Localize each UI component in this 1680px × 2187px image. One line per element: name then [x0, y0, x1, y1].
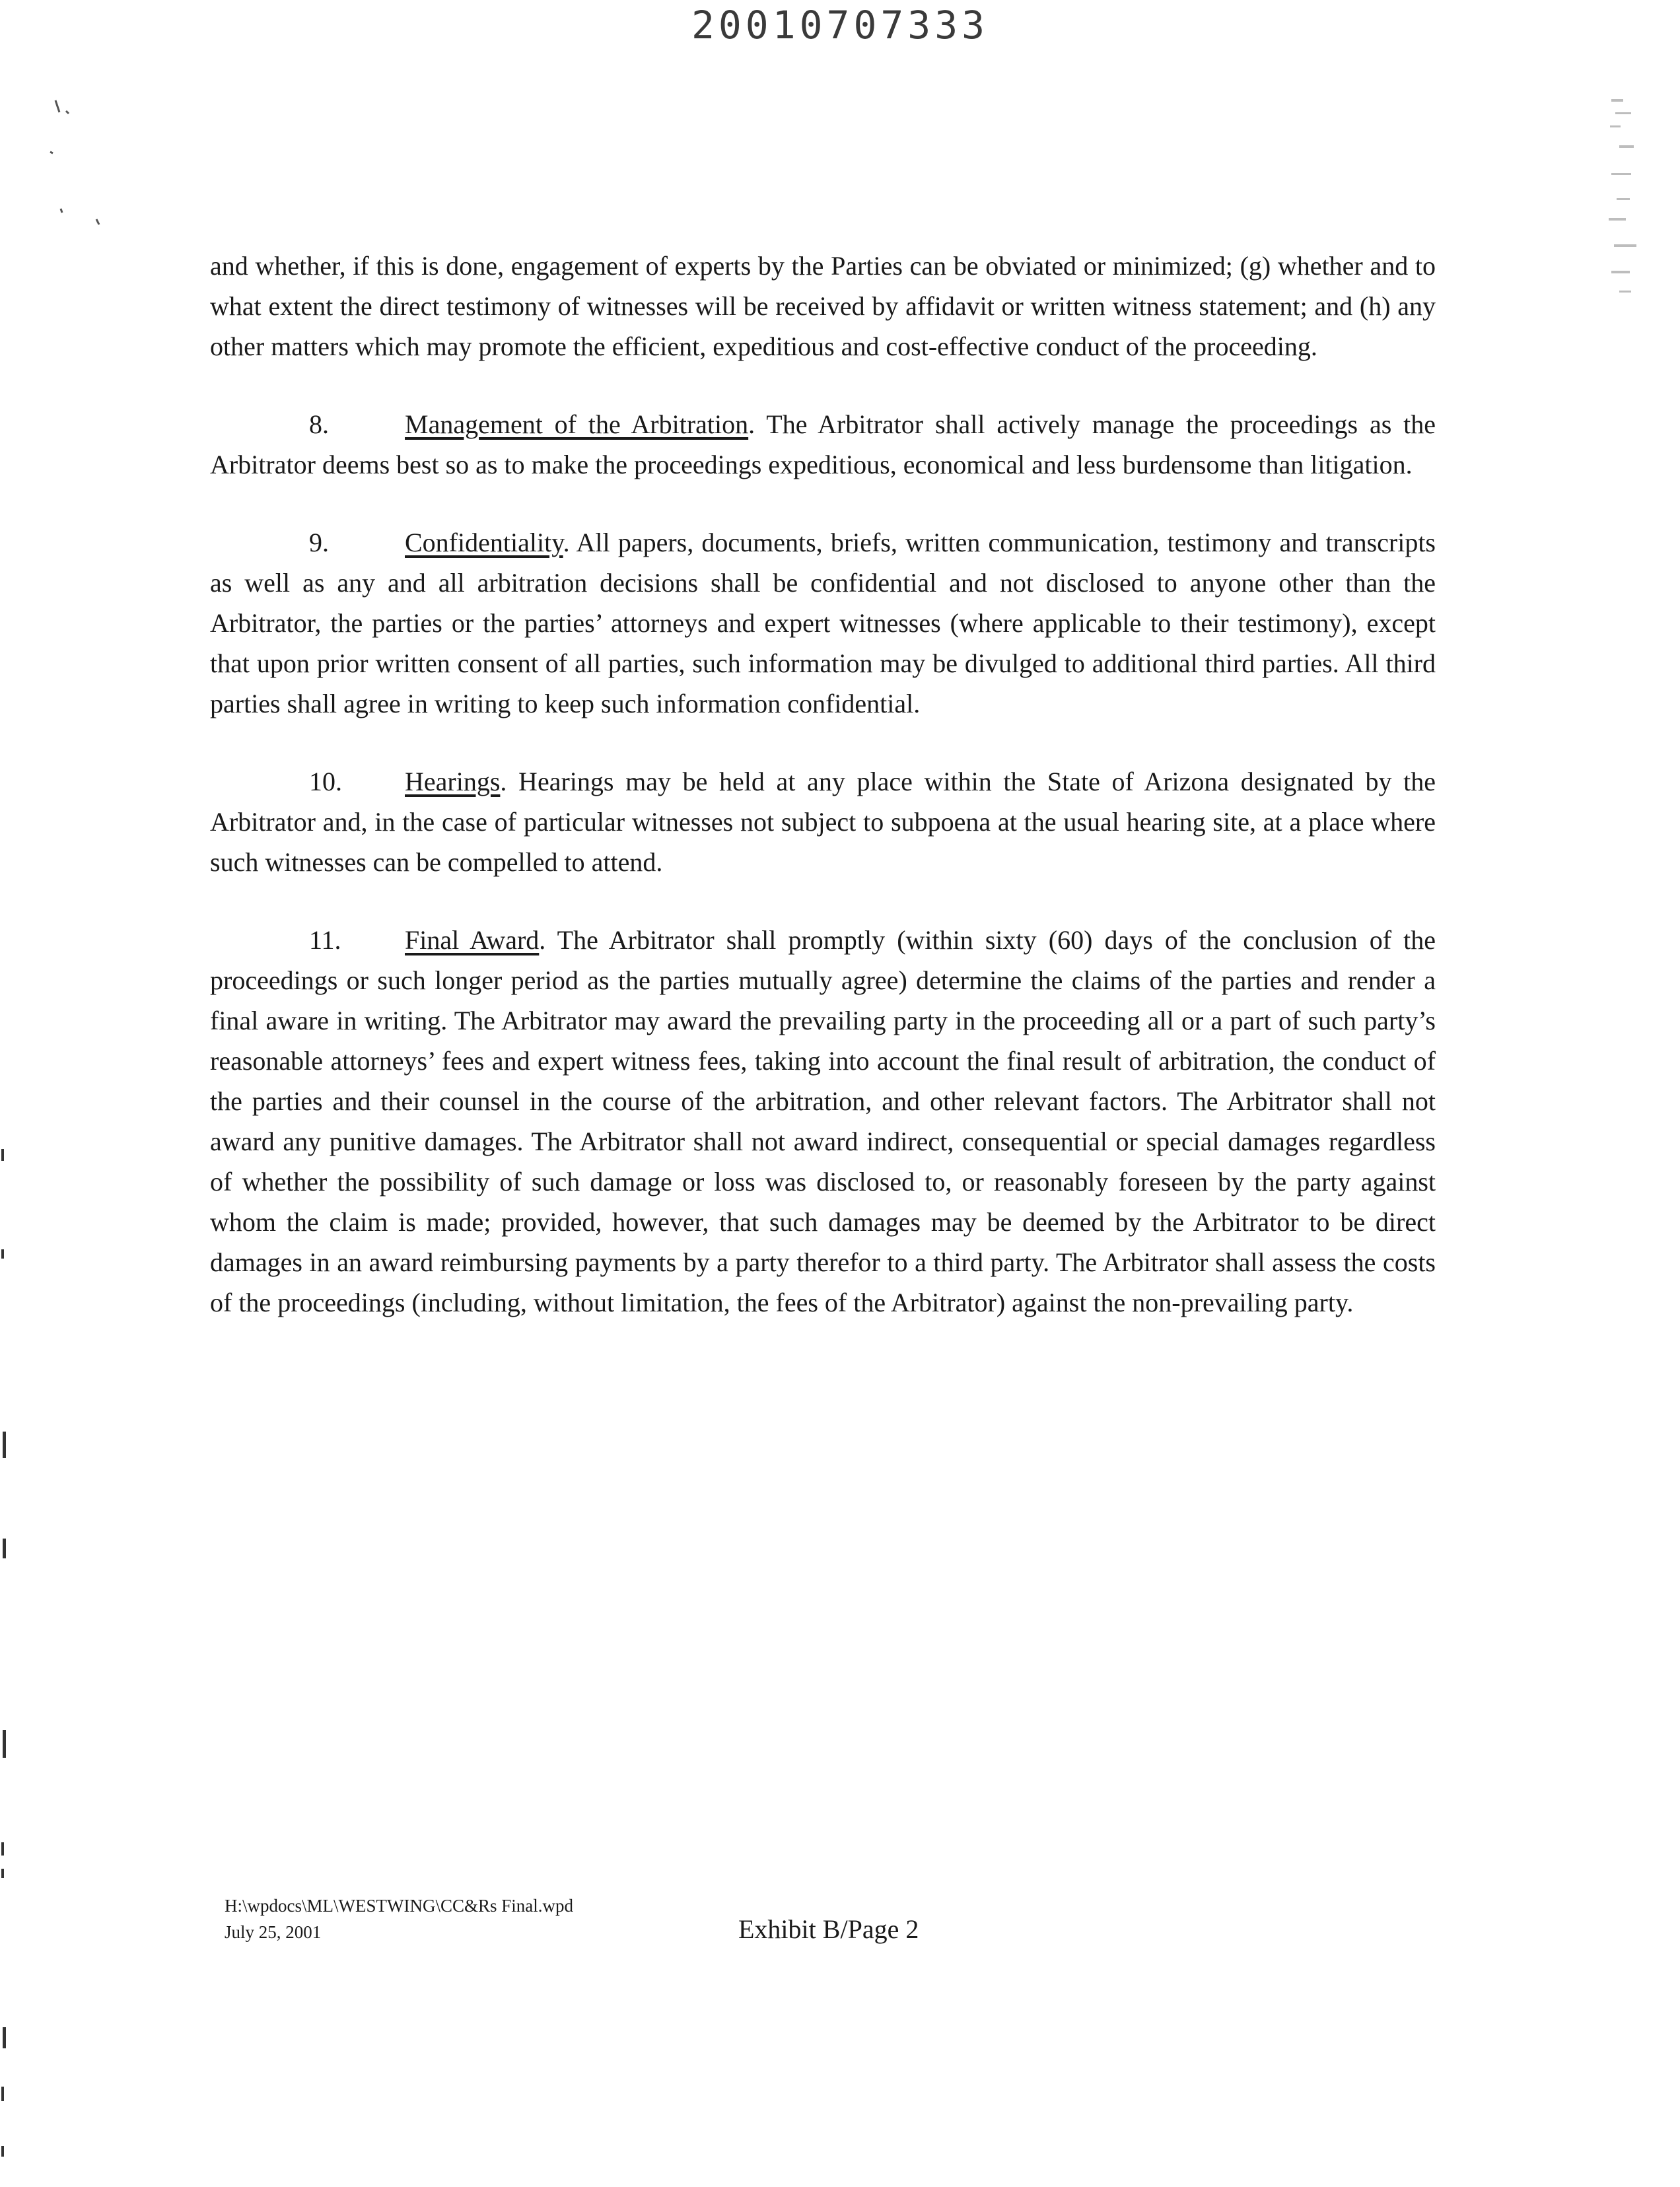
recording-number: 20010707333 — [691, 3, 989, 48]
section-11 — [210, 920, 1436, 1323]
footer-date: July 25, 2001 — [225, 1922, 322, 1942]
section-10 — [210, 761, 1436, 882]
scan-noise-top-right — [1609, 99, 1636, 293]
section-text: . The Arbitrator shall promptly (within sixty (60) days of the conclusion of the proceedings or such longer period as the parties mutually agree) determine the claims of the parties and render a final aware in writing. The Arbitrator may award the prevailing party in the proceeding all or a part of such party’s reasonable attorneys’ fees and expert witness fees, taking into account the final result of arbitration, the conduct of the parties and their counsel in the course of the arbitration, and other relevant factors. The Arbitrator shall not award any punitive damages. The Arbitrator shall not award indirect, consequential or special damages regardless of whether the possibility of such damage or loss was disclosed to, or reasonably foreseen by the party against whom the claim is made; provided, however, that such damages may be deemed by the Arbitrator to be direct damages in an award reimbursing payments by a party therefor to a third party. The Arbitrator shall assess the costs of the proceedings (including, without limitation, the fees of the Arbitrator) against the non-prevailing party. — [210, 925, 1436, 1317]
section-heading: Management of the Arbitration — [405, 409, 749, 439]
section-heading: Hearings — [405, 767, 501, 796]
document-body — [210, 246, 1436, 1360]
section-text: . The Arbitrator shall actively manage the proceedings as the Arbitrator deems best so as to make the proceedings expeditious, economical and less burdensome than litigation. — [210, 409, 1436, 479]
section-9 — [210, 522, 1436, 724]
scan-marks-left-edge — [1, 1149, 6, 2157]
section-heading: Final Award — [405, 925, 540, 955]
footer-file-path: H:\wpdocs\ML\WESTWING\CC&Rs Final.wpd — [225, 1896, 573, 1916]
continuation-paragraph: and whether, if this is done, engagement of experts by the Parties can be obviated or minimized; (g) whether and to what extent the direct testimony of witnesses will be received by affidavit or written witness statement; and (h) any other matters which may promote the efficient, expeditious and cost-effective conduct of the proceeding. — [210, 251, 1436, 361]
footer-page-label: Exhibit B/Page 2 — [738, 1914, 919, 1944]
section-number: 8. — [309, 409, 329, 439]
section-text: . Hearings may be held at any place within the State of Arizona designated by the Arbitrator and, in the case of particular witnesses not subject to subpoena at the usual hearing site, at a place where such witnesses can be compelled to attend. — [210, 767, 1436, 877]
section-number: 10. — [309, 767, 342, 796]
scan-specks-top-left — [50, 100, 99, 225]
section-text: . All papers, documents, briefs, written communication, testimony and transcripts as well as any and all arbitration decisions shall be confidential and not disclosed to anyone other than the Arbitrator, the parties or the parties’ attorneys and expert witnesses (where applicable to their testimony), except that upon prior written consent of all parties, such information may be divulged to additional third parties. All third parties shall agree in writing to keep such information confidential. — [210, 528, 1436, 718]
section-number: 9. — [309, 528, 329, 557]
section-heading: Confidentiality — [405, 528, 563, 557]
section-number: 11. — [309, 925, 341, 955]
section-8 — [210, 404, 1436, 485]
